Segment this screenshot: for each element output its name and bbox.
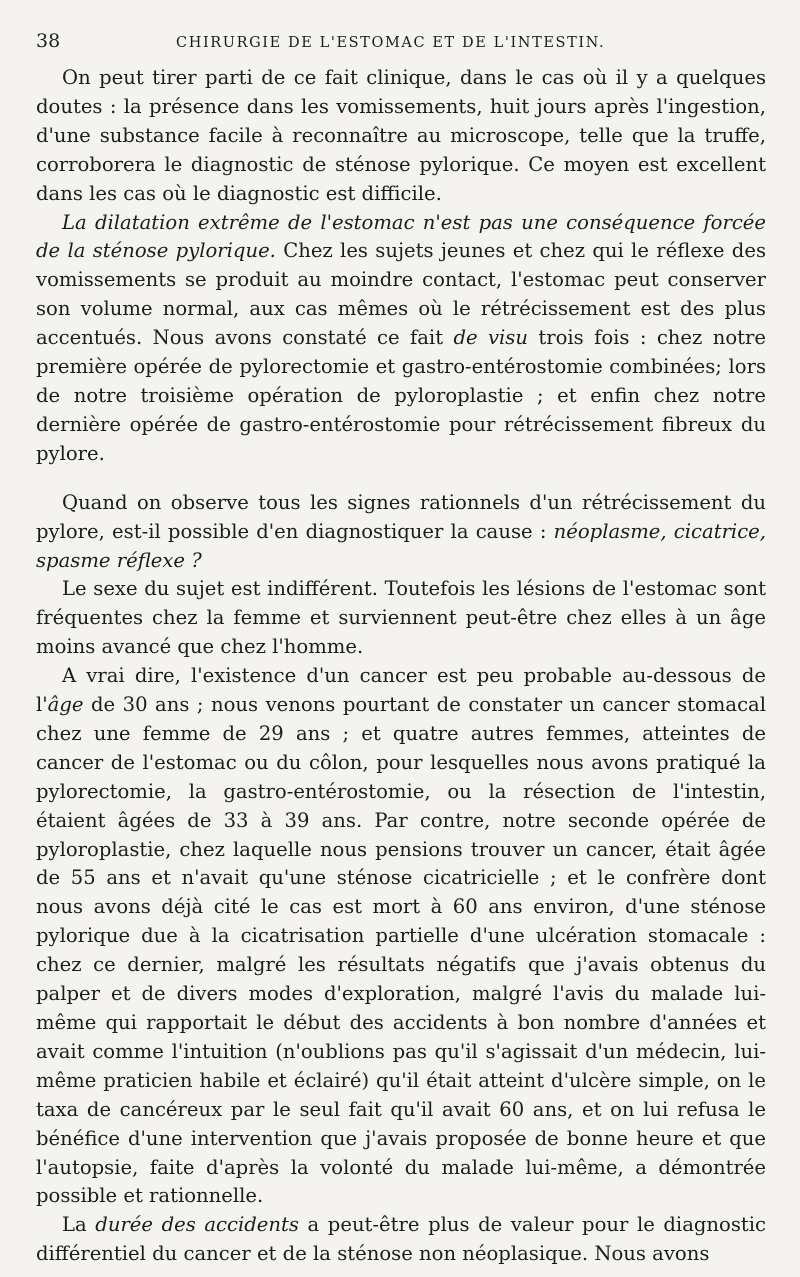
paragraph-duree <box>36 1211 766 1269</box>
paragraph-text: Quand on observe tous les signes rationnels d'un rétrécissement du pylore, est-il possible d'en diagnostiquer la cause : <box>36 490 766 543</box>
paragraph-truffle-test <box>36 64 766 209</box>
paragraph-text: On peut tirer parti de ce fait clinique, dans le cas où il y a quelques doutes : la présence dans les vomissements, huit jours après l'ingestion, d'une substance facile à reconnaître au microscope, telle que la truffe, corroborera le diagnostic de sténose pylorique. Ce moyen est excellent dans les cas où le diagnostic est difficile. <box>36 66 766 205</box>
italic-phrase: de visu <box>453 326 528 350</box>
paragraph-dilatation <box>36 209 766 469</box>
italic-phrase: durée des accidents <box>95 1213 299 1237</box>
paragraph-text: trois fois : chez notre première opérée de pylorectomie et gastro-entérostomie combinées; lors de notre troisième opération de pyloroplastie ; et enfin chez notre dernière opérée de gastro-entérostomie pour rétrécissement fibreux du pylore. <box>36 326 766 465</box>
page-number: 38 <box>36 30 61 52</box>
paragraph-text: Le sexe du sujet est indifférent. Toutefois les lésions de l'estomac sont fréquentes chez la femme et surviennent peut-être chez elles à un âge moins avancé que chez l'homme. <box>36 577 766 659</box>
paragraph-cause-question <box>36 489 766 576</box>
paragraph-text: a peut-être plus de valeur pour le diagnostic différentiel du cancer et de la sténose non néoplasique. Nous avons <box>36 1213 767 1266</box>
body-text <box>36 64 766 1269</box>
italic-phrase: âge <box>47 693 84 717</box>
page-header <box>36 30 766 56</box>
paragraph-age <box>36 662 766 1211</box>
paragraph-text: de 30 ans ; nous venons pourtant de constater un cancer stomacal chez une femme de 29 ans ; et quatre autres femmes, atteintes de cancer de l'estomac ou du côlon, pour lesquelles nous avons pratiqué la pylorectomie, la gastro-entérostomie, ou la résection de l'intestin, étaient âgées de 33 à 39 ans. Par contre, notre seconde opérée de pyloroplastie, chez laquelle nous pensions trouver un cancer, était âgée de 55 ans et n'avait qu'une sténose cicatricielle ; et le confrère dont nous avons déjà cité le cas est mort à 60 ans environ, d'une sténose pylorique due à la cicatrisation partielle d'une ulcération stomacale : chez ce dernier, malgré les résultats négatifs que j'avais obtenus du palper et de divers modes d'exploration, malgré l'avis du malade lui-même qui rapportait le début des accidents à bon nombre d'années et avait comme l'intuition (n'oublions pas qu'il s'agissait d'un médecin, lui-même praticien habile et éclairé) qu'il était atteint d'ulcère simple, on le taxa de cancéreux par le seul fait qu'il avait 60 ans, et on lui refusa le bénéfice d'une intervention que j'avais proposée de bonne heure et que l'autopsie, faite d'après la volonté du malade lui-même, a démontrée possible et rationnelle. <box>36 693 766 1208</box>
paragraph-text: A vrai dire, l'existence d'un cancer est peu probable au-dessous de l' <box>36 664 766 717</box>
paragraph-text: La <box>62 1213 96 1237</box>
italic-phrase: néoplasme, cicatrice, spasme réflexe ? <box>36 519 766 572</box>
paragraph-text: Chez les sujets jeunes et chez qui le réflexe des vomissements se produit au moindre contact, l'estomac peut conserver son volume normal, aux cas mêmes où le rétrécissement est des plus accentués. Nous avons constaté ce fait <box>36 239 767 350</box>
paragraph-sexe <box>36 575 766 662</box>
running-title: CHIRURGIE DE L'ESTOMAC ET DE L'INTESTIN. <box>176 35 606 51</box>
italic-phrase: La dilatation extrême de l'estomac n'est pas une conséquence forcée de la sténose pylorique. <box>36 210 766 263</box>
